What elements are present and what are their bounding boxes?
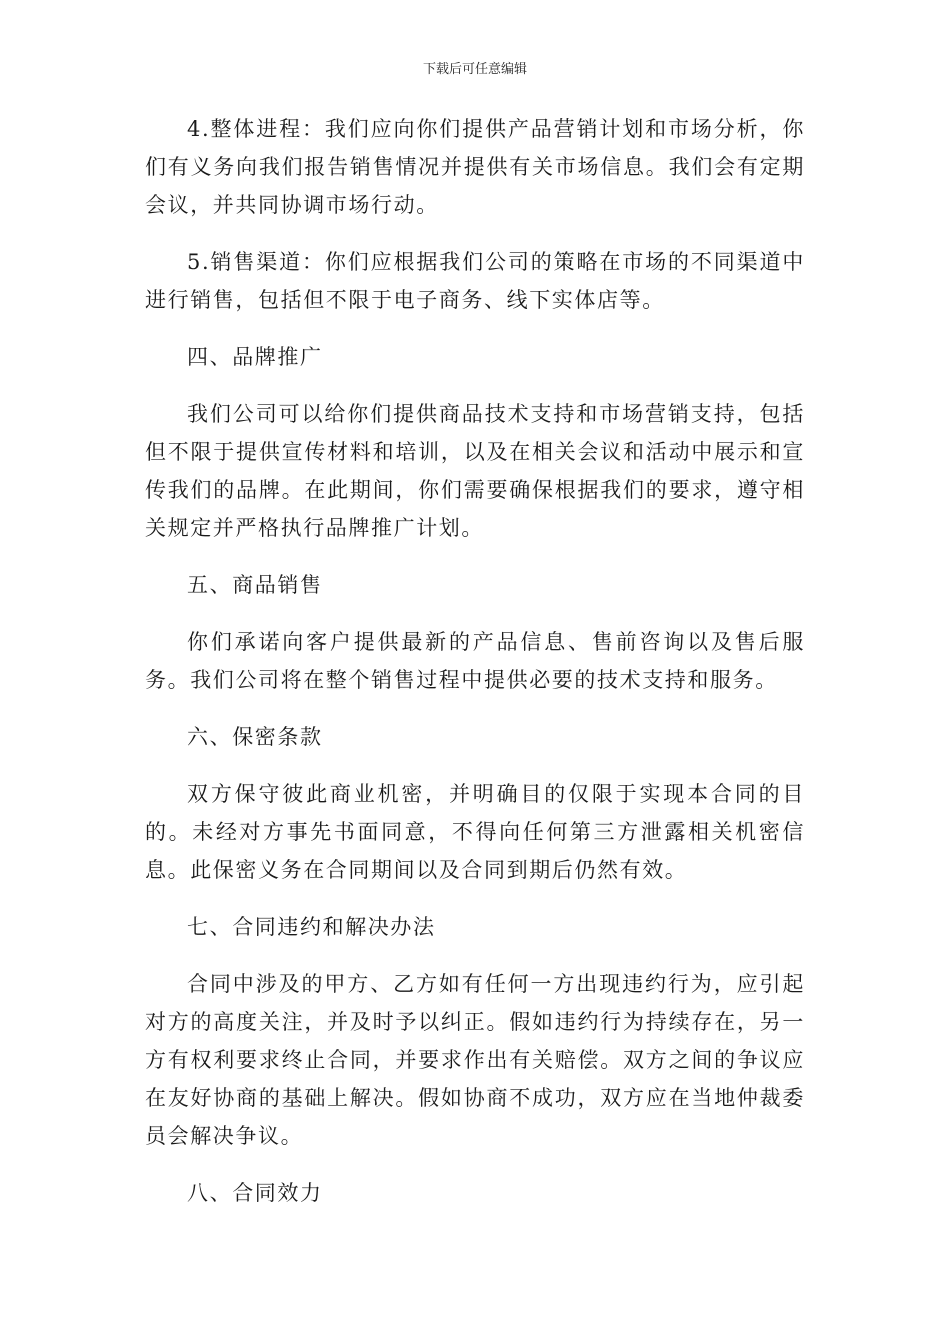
paragraph-brand-promotion: 我们公司可以给你们提供商品技术支持和市场营销支持，包括但不限于提供宣传材料和培训，以及在相关会议和活动中展示和宣传我们的品牌。在此期间，你们需要确保根据我们的要求，遵守相关规定并严格执行品牌推广计划。 <box>145 402 805 540</box>
section-heading-contract-validity: 八、合同效力 <box>187 1181 323 1205</box>
section-heading-breach-resolution: 七、合同违约和解决办法 <box>187 915 436 939</box>
page-header-note: 下载后可任意编辑 <box>422 62 527 77</box>
section-heading-brand-promotion: 四、品牌推广 <box>187 345 323 369</box>
paragraph-confidentiality: 双方保守彼此商业机密，并明确目的仅限于实现本合同的目的。未经对方事先书面同意，不得向任何第三方泄露相关机密信息。此保密义务在合同期间以及合同到期后仍然有效。 <box>145 782 805 882</box>
paragraph-sales-channels: 5.销售渠道：你们应根据我们公司的策略在市场的不同渠道中进行销售，包括但不限于电子商务、线下实体店等。 <box>145 250 805 312</box>
document-body <box>145 110 805 1212</box>
section-heading-confidentiality: 六、保密条款 <box>187 725 323 749</box>
paragraph-overall-progress: 4.整体进程：我们应向你们提供产品营销计划和市场分析，你们有义务向我们报告销售情况并提供有关市场信息。我们会有定期会议，并共同协调市场行动。 <box>145 117 805 217</box>
section-heading-product-sales: 五、商品销售 <box>187 573 323 597</box>
paragraph-product-sales: 你们承诺向客户提供最新的产品信息、售前咨询以及售后服务。我们公司将在整个销售过程中提供必要的技术支持和服务。 <box>145 630 805 692</box>
paragraph-breach-resolution: 合同中涉及的甲方、乙方如有任何一方出现违约行为，应引起对方的高度关注，并及时予以纠正。假如违约行为持续存在，另一方有权利要求终止合同，并要求作出有关赔偿。双方之间的争议应在友好协商的基础上解决。假如协商不成功，双方应在当地仲裁委员会解决争议。 <box>145 972 805 1148</box>
